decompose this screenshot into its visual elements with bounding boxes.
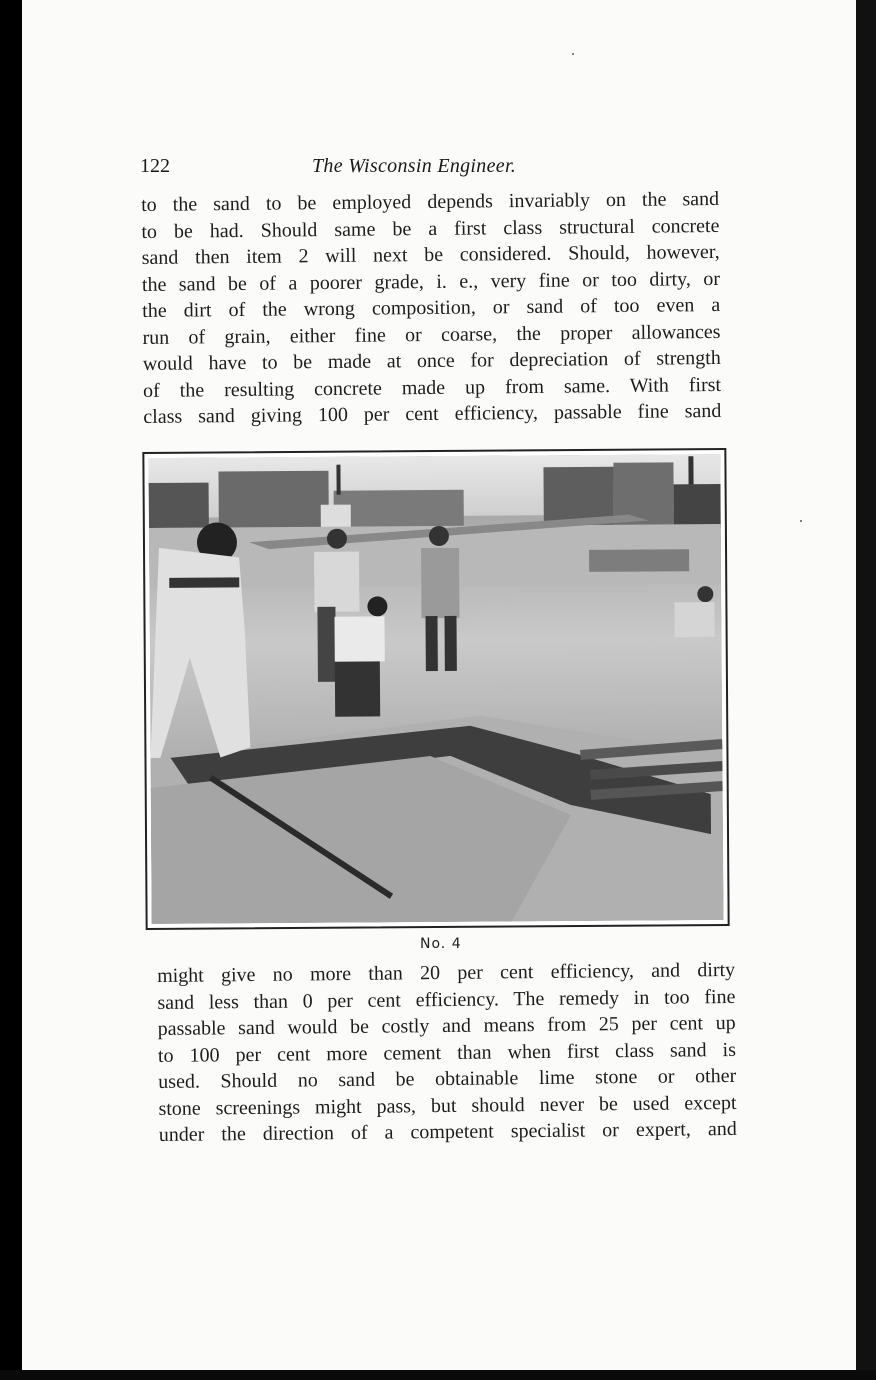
page-number: 122 bbox=[140, 155, 170, 177]
photo-illustration bbox=[148, 454, 723, 924]
chimney bbox=[336, 465, 340, 495]
scan-border-bottom bbox=[0, 1370, 876, 1380]
text-line: the dirt of the wrong composition, or sand of too even a bbox=[142, 293, 721, 322]
body-text-top bbox=[141, 186, 721, 431]
text-line: under the direction of a competent specialist or expert, and bbox=[158, 1117, 737, 1146]
construction-site-photo bbox=[148, 454, 723, 924]
building-pavilion bbox=[321, 505, 351, 529]
building bbox=[218, 471, 328, 532]
running-title: The Wisconsin Engineer. bbox=[312, 155, 517, 177]
text-line: to the sand to be employed depends invariably on the sand bbox=[141, 187, 720, 216]
body-text-bottom bbox=[157, 957, 737, 1149]
page-header bbox=[140, 155, 720, 181]
text-line: run of grain, either fine or coarse, the proper allowances bbox=[142, 320, 721, 349]
text-line: stone screenings might pass, but should never be used except bbox=[158, 1091, 737, 1120]
text-line: would have to be made at once for depreciation of strength bbox=[142, 346, 721, 375]
text-line: class sand giving 100 per cent efficiency, passable fine sand bbox=[143, 399, 722, 428]
scan-speck bbox=[572, 53, 574, 55]
building bbox=[149, 483, 209, 528]
scan-speck bbox=[800, 520, 802, 522]
text-line: to be had. Should same be a first class structural concrete bbox=[141, 214, 720, 243]
text-line: the sand be of a poorer grade, i. e., very fine or too dirty, or bbox=[141, 267, 721, 296]
text-line: used. Should no sand be obtainable lime stone or other bbox=[158, 1064, 737, 1093]
text-line: might give no more than 20 per cent efficiency, and dirty bbox=[157, 958, 736, 987]
debris bbox=[589, 549, 689, 572]
building bbox=[334, 490, 464, 531]
trees bbox=[674, 484, 721, 528]
text-line: sand less than 0 per cent efficiency. The remedy in too fine bbox=[157, 985, 736, 1014]
figure-caption: No. 4 bbox=[420, 936, 462, 952]
scan-border-right bbox=[856, 0, 876, 1380]
text-line: sand then item 2 will next be considered. Should, however, bbox=[141, 240, 720, 269]
text-line: of the resulting concrete made up from same. With first bbox=[142, 373, 722, 402]
text-line: passable sand would be costly and means from 25 per cent up bbox=[157, 1011, 736, 1040]
text-line: to 100 per cent more cement than when first class sand is bbox=[157, 1038, 737, 1067]
figure-photo-frame bbox=[142, 448, 729, 930]
